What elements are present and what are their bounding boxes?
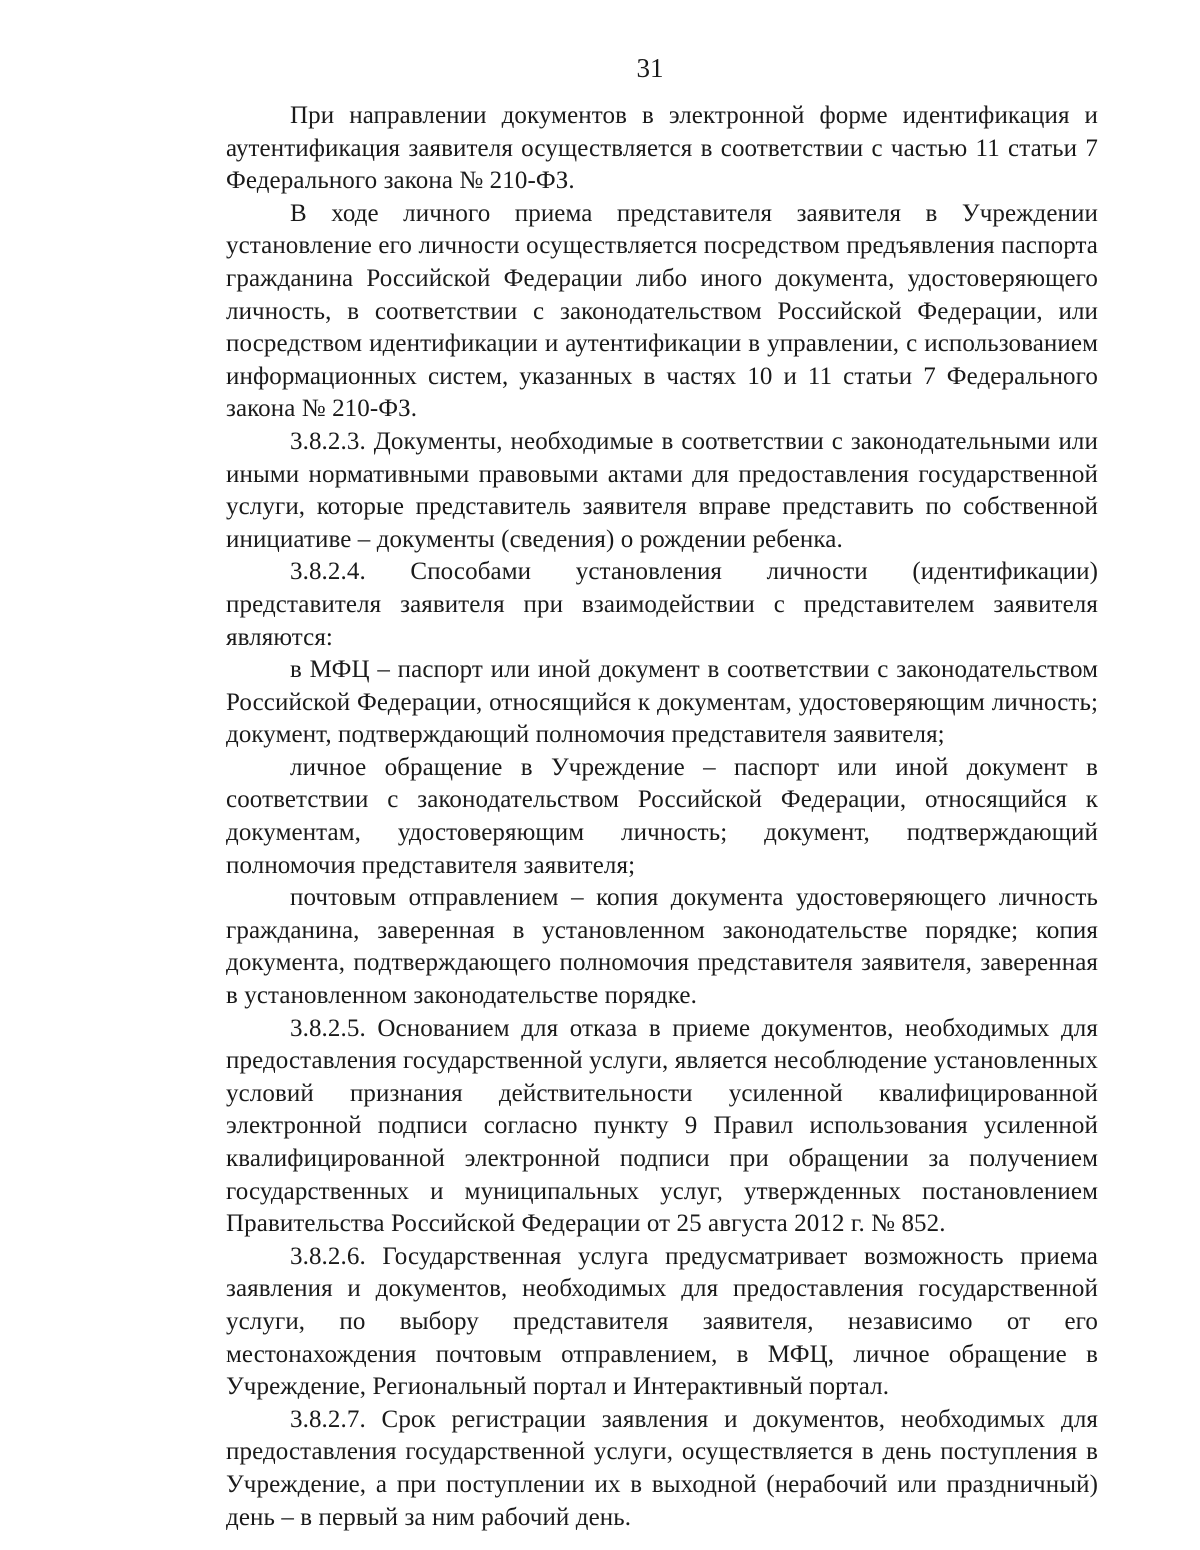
paragraph-personal-appeal: личное обращение в Учреждение – паспорт или иной документ в соответствии с законодательством Российской Федерации, относящийся к документам, удостоверяющим личность; документ, подтверждающий полномочия представителя заявителя; bbox=[226, 753, 1098, 879]
paragraph-postal: почтовым отправлением – копия документа удостоверяющего личность гражданина, заверенная в установленном законодательстве порядке; копия документа, подтверждающего полномочия представителя заявителя, заверенная в установленном законодательстве порядке. bbox=[226, 884, 1098, 1010]
paragraph-mfc: в МФЦ – паспорт или иной документ в соответствии с законодательством Российской Федерации, относящийся к документам, удостоверяющим личность; документ, подтверждающий полномочия представителя заявителя; bbox=[226, 656, 1098, 749]
paragraph-3-8-2-7: 3.8.2.7. Срок регистрации заявления и документов, необходимых для предоставления государственной услуги, осуществляется в день поступления в Учреждение, а при поступлении их в выходной (нерабочий или праздничный) день – в первый за ним рабочий день. bbox=[226, 1405, 1098, 1531]
document-body bbox=[226, 100, 1098, 1534]
paragraph-3-8-2-3: 3.8.2.3. Документы, необходимые в соответствии с законодательными или иными нормативными правовыми актами для предоставления государственной услуги, которые представитель заявителя вправе представить по собственной инициативе – документы (сведения) о рождении ребенка. bbox=[226, 427, 1098, 553]
paragraph-3-8-2-4: 3.8.2.4. Способами установления личности (идентификации) представителя заявителя при взаимодействии с представителем заявителя являются: bbox=[226, 558, 1098, 651]
paragraph-personal-reception: В ходе личного приема представителя заявителя в Учреждении установление его личности осуществляется посредством предъявления паспорта гражданина Российской Федерации либо иного документа, удостоверяющего личность, в соответствии с законодательством Российской Федерации, или посредством идентификации и аутентификации в управлении, с использованием информационных систем, указанных в частях 10 и 11 статьи 7 Федерального закона № 210-ФЗ. bbox=[226, 199, 1098, 423]
paragraph-electronic-identification: При направлении документов в электронной форме идентификация и аутентификация заявителя осуществляется в соответствии с частью 11 статьи 7 Федерального закона № 210-ФЗ. bbox=[226, 102, 1098, 195]
paragraph-3-8-2-5: 3.8.2.5. Основанием для отказа в приеме документов, необходимых для предоставления государственной услуги, является несоблюдение установленных условий признания действительности усиленной квалифицированной электронной подписи согласно пункту 9 Правил использования усиленной квалифицированной электронной подписи при обращении за получением государственных и муниципальных услуг, утвержденных постановлением Правительства Российской Федерации от 25 августа 2012 г. № 852. bbox=[226, 1014, 1098, 1238]
paragraph-3-8-2-6: 3.8.2.6. Государственная услуга предусматривает возможность приема заявления и документов, необходимых для предоставления государственной услуги, по выбору представителя заявителя, независимо от его местонахождения почтовым отправлением, в МФЦ, личное обращение в Учреждение, Региональный портал и Интерактивный портал. bbox=[226, 1242, 1098, 1401]
page-number: 31 bbox=[636, 53, 664, 83]
